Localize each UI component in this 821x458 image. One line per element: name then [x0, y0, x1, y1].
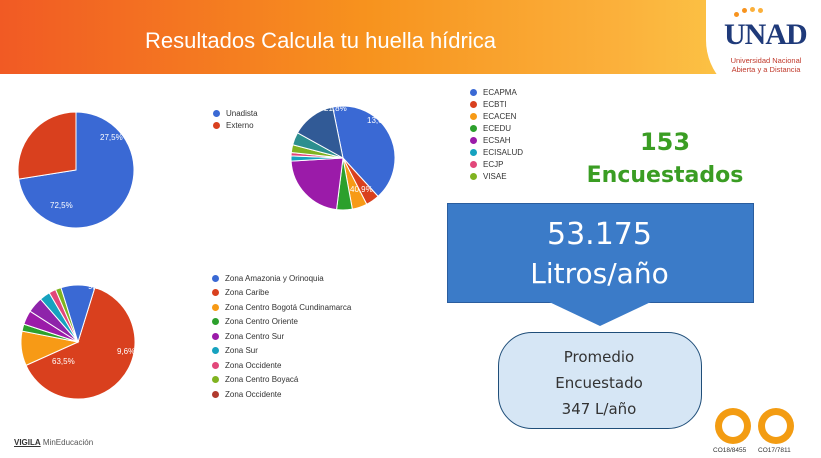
legend-item	[470, 122, 523, 134]
legend-label: ECSAH	[483, 135, 511, 145]
legend-swatch	[212, 304, 219, 311]
legend-swatch	[212, 275, 219, 282]
respondents-label: Encuestados	[586, 163, 744, 188]
legend-swatch	[470, 149, 477, 156]
average-line-2: Encuestado	[555, 374, 643, 392]
legend-item	[470, 86, 523, 98]
average-line-1: Promedio	[563, 348, 635, 366]
footer-brand-name: VIGILA	[14, 438, 41, 447]
legend-swatch	[470, 101, 477, 108]
legend-swatch	[212, 376, 219, 383]
legend-swatch	[212, 289, 219, 296]
certification-seal-1	[715, 408, 751, 444]
legend-label: Unadista	[226, 108, 258, 118]
legend-label: ECBTI	[483, 99, 507, 109]
legend-item	[470, 110, 523, 122]
legend-label: Zona Caribe	[225, 288, 270, 298]
logo-subtitle-line-2: Abierta y a Distancia	[731, 65, 801, 74]
legend-swatch	[470, 89, 477, 96]
certification-seal-2	[758, 408, 794, 444]
legend-chart-2	[470, 86, 523, 182]
pie-data-label: 27,5%	[100, 133, 123, 142]
legend-item	[212, 387, 351, 402]
legend-label: Externo	[226, 120, 254, 130]
pie-data-label: 63,5%	[52, 357, 75, 366]
legend-label: VISAE	[483, 171, 507, 181]
legend-item	[470, 98, 523, 110]
legend-label: ECAPMA	[483, 87, 517, 97]
legend-swatch	[470, 137, 477, 144]
legend-item	[212, 271, 351, 286]
pie-data-label: 9,6%	[117, 347, 136, 356]
callout-arrow	[545, 300, 655, 326]
legend-label: ECACEN	[483, 111, 517, 121]
legend-item	[213, 107, 258, 119]
legend-item	[212, 344, 351, 359]
legend-label: Zona Centro Sur	[225, 331, 285, 341]
legend-label: Zona Centro Oriente	[225, 317, 298, 327]
pie-data-label: 9,8%	[88, 282, 107, 291]
legend-swatch	[212, 362, 219, 369]
footer-org: MinEducación	[42, 438, 94, 447]
legend-item	[212, 329, 351, 344]
pie-slice	[18, 112, 76, 179]
legend-label: Zona Amazonia y Orinoquia	[225, 273, 324, 283]
legend-label: Zona Occidente	[225, 360, 282, 370]
page-title: Resultados Calcula tu huella hídrica	[145, 28, 496, 53]
total-unit: Litros/año	[530, 257, 669, 290]
legend-item	[212, 315, 351, 330]
legend-chart-1	[213, 107, 258, 131]
legend-item	[470, 158, 523, 170]
legend-label: ECJP	[483, 159, 504, 169]
legend-label: ECEDU	[483, 123, 512, 133]
legend-label: Zona Sur	[225, 346, 258, 356]
legend-label: Zona Centro Boyacá	[225, 375, 299, 385]
average-line-3: 347 L/año	[561, 400, 637, 418]
total-value: 53.175	[547, 217, 652, 252]
pie-data-label: 21,8%	[324, 104, 347, 113]
legend-swatch	[470, 161, 477, 168]
legend-item	[212, 286, 351, 301]
legend-item	[213, 119, 258, 131]
pie-data-label: 72,5%	[50, 201, 73, 210]
legend-item	[470, 146, 523, 158]
legend-swatch	[470, 125, 477, 132]
cert-code-2: CO17/7811	[758, 447, 791, 454]
legend-swatch	[212, 318, 219, 325]
legend-swatch	[213, 122, 220, 129]
legend-item	[212, 358, 351, 373]
logo-subtitle-line-1: Universidad Nacional	[730, 56, 802, 65]
legend-swatch	[470, 113, 477, 120]
legend-item	[470, 170, 523, 182]
legend-label: Zona Occidente	[225, 389, 282, 399]
legend-swatch	[213, 110, 220, 117]
legend-item	[212, 300, 351, 315]
legend-item	[212, 373, 351, 388]
legend-swatch	[212, 333, 219, 340]
pie-slice	[291, 158, 343, 210]
respondents-count: 153	[639, 128, 691, 156]
cert-code-1: CO18/8455	[713, 447, 747, 454]
pie-data-label: 13,6%	[367, 116, 390, 125]
legend-label: ECISALUD	[483, 147, 524, 157]
logo-wordmark: UNAD	[724, 18, 807, 51]
legend-item	[470, 134, 523, 146]
legend-swatch	[212, 391, 219, 398]
legend-swatch	[212, 347, 219, 354]
legend-swatch	[470, 173, 477, 180]
legend-chart-3	[212, 271, 351, 402]
legend-label: Zona Centro Bogotá Cundinamarca	[225, 302, 352, 312]
footer-brand	[14, 438, 93, 447]
pie-data-label: 40,9%	[350, 185, 373, 194]
